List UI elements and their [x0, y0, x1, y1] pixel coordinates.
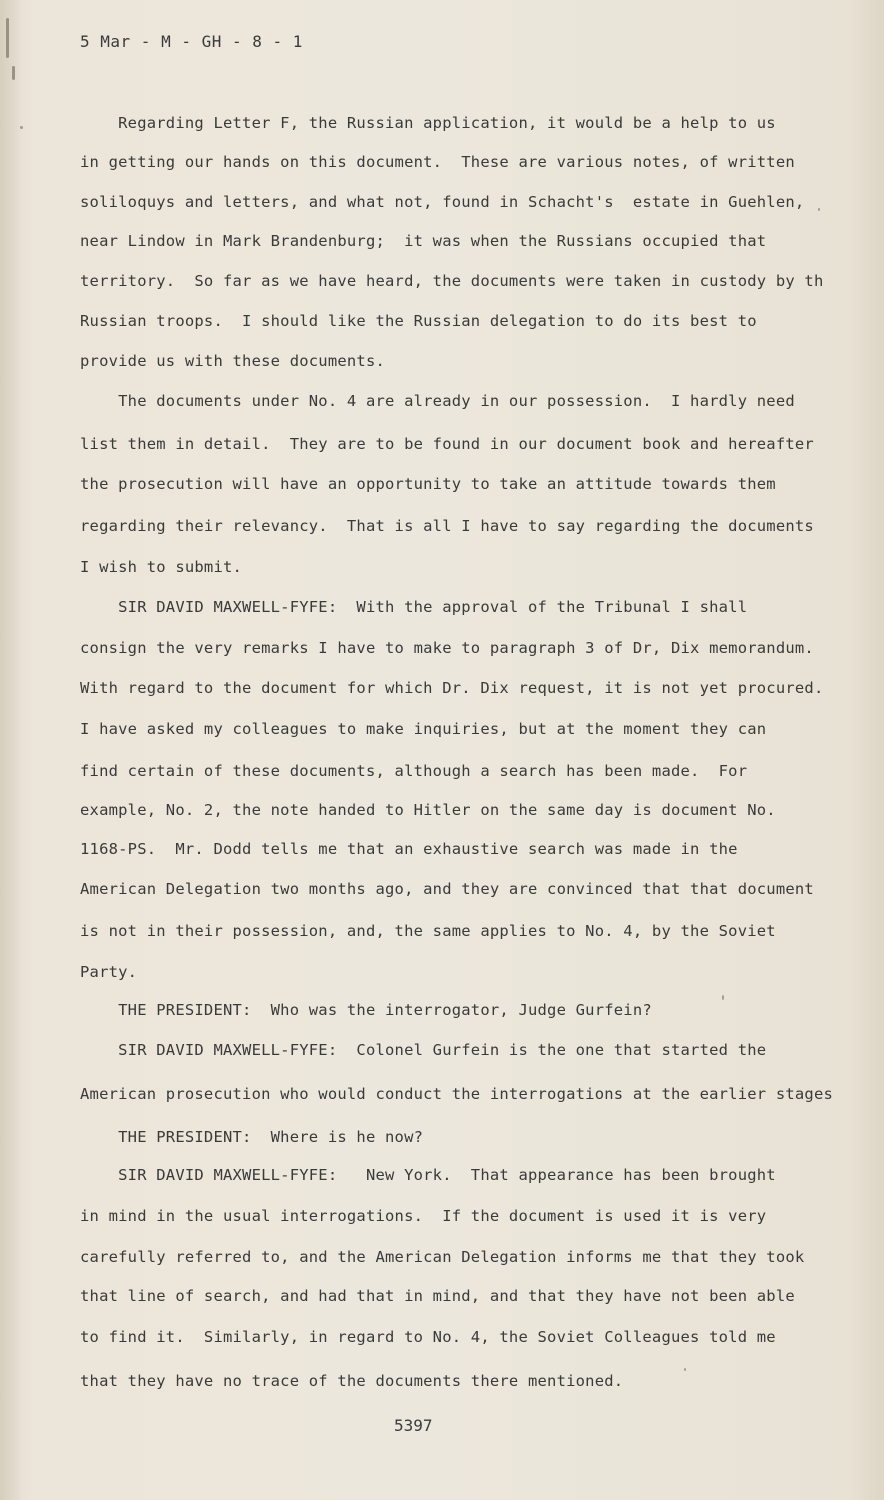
- text-line: THE PRESIDENT: Who was the interrogator, Judge Gurfein?: [80, 1001, 652, 1019]
- page-number: 5397: [394, 1416, 433, 1435]
- text-line: list them in detail. They are to be found in our document book and hereafter: [80, 435, 814, 453]
- text-line: SIR DAVID MAXWELL-FYFE: Colonel Gurfein is the one that started the: [80, 1041, 767, 1059]
- paper-speck: [684, 1368, 686, 1371]
- text-line: American Delegation two months ago, and they are convinced that that document: [80, 880, 814, 898]
- text-line: consign the very remarks I have to make to paragraph 3 of Dr, Dix memorandum.: [80, 639, 814, 657]
- text-line: Party.: [80, 963, 138, 981]
- text-line: I wish to submit.: [80, 558, 243, 576]
- text-line: in getting our hands on this document. These are various notes, of written: [80, 153, 795, 171]
- text-line: carefully referred to, and the American Delegation informs me that they took: [80, 1248, 805, 1266]
- text-line: I have asked my colleagues to make inquiries, but at the moment they can: [80, 720, 767, 738]
- text-line: soliloquys and letters, and what not, found in Schacht's estate in Guehlen,: [80, 193, 805, 211]
- text-line: The documents under No. 4 are already in our possession. I hardly need: [80, 392, 795, 410]
- text-line: territory. So far as we have heard, the documents were taken in custody by th: [80, 272, 824, 290]
- text-line: provide us with these documents.: [80, 352, 386, 370]
- text-line: example, No. 2, the note handed to Hitler on the same day is document No.: [80, 801, 776, 819]
- page-left-edge: [0, 0, 22, 1500]
- text-line: that they have no trace of the documents there mentioned.: [80, 1372, 624, 1390]
- text-line: With regard to the document for which Dr. Dix request, it is not yet procured.: [80, 679, 824, 697]
- text-line: American prosecution who would conduct the interrogations at the earlier stages: [80, 1085, 834, 1103]
- text-line: Regarding Letter F, the Russian application, it would be a help to us: [80, 114, 776, 132]
- text-line: SIR DAVID MAXWELL-FYFE: New York. That appearance has been brought: [80, 1166, 776, 1184]
- text-line: Russian troops. I should like the Russian delegation to do its best to: [80, 312, 757, 330]
- text-line: THE PRESIDENT: Where is he now?: [80, 1128, 424, 1146]
- text-line: in mind in the usual interrogations. If the document is used it is very: [80, 1207, 767, 1225]
- page-header: 5 Mar - M - GH - 8 - 1: [80, 32, 303, 51]
- text-line: to find it. Similarly, in regard to No. 4, the Soviet Colleagues told me: [80, 1328, 776, 1346]
- binding-mark: [12, 66, 15, 80]
- text-line: near Lindow in Mark Brandenburg; it was when the Russians occupied that: [80, 232, 767, 250]
- paper-speck: [818, 208, 820, 211]
- text-line: 1168-PS. Mr. Dodd tells me that an exhaustive search was made in the: [80, 840, 738, 858]
- text-line: find certain of these documents, although a search has been made. For: [80, 762, 748, 780]
- text-line: regarding their relevancy. That is all I have to say regarding the documents: [80, 517, 814, 535]
- text-line: is not in their possession, and, the same applies to No. 4, by the Soviet: [80, 922, 776, 940]
- text-line: that line of search, and had that in mind, and that they have not been able: [80, 1287, 795, 1305]
- text-line: the prosecution will have an opportunity to take an attitude towards them: [80, 475, 776, 493]
- paper-speck: [20, 126, 23, 129]
- binding-mark: [6, 18, 9, 58]
- paper-speck: [722, 995, 724, 1000]
- text-line: SIR DAVID MAXWELL-FYFE: With the approval of the Tribunal I shall: [80, 598, 748, 616]
